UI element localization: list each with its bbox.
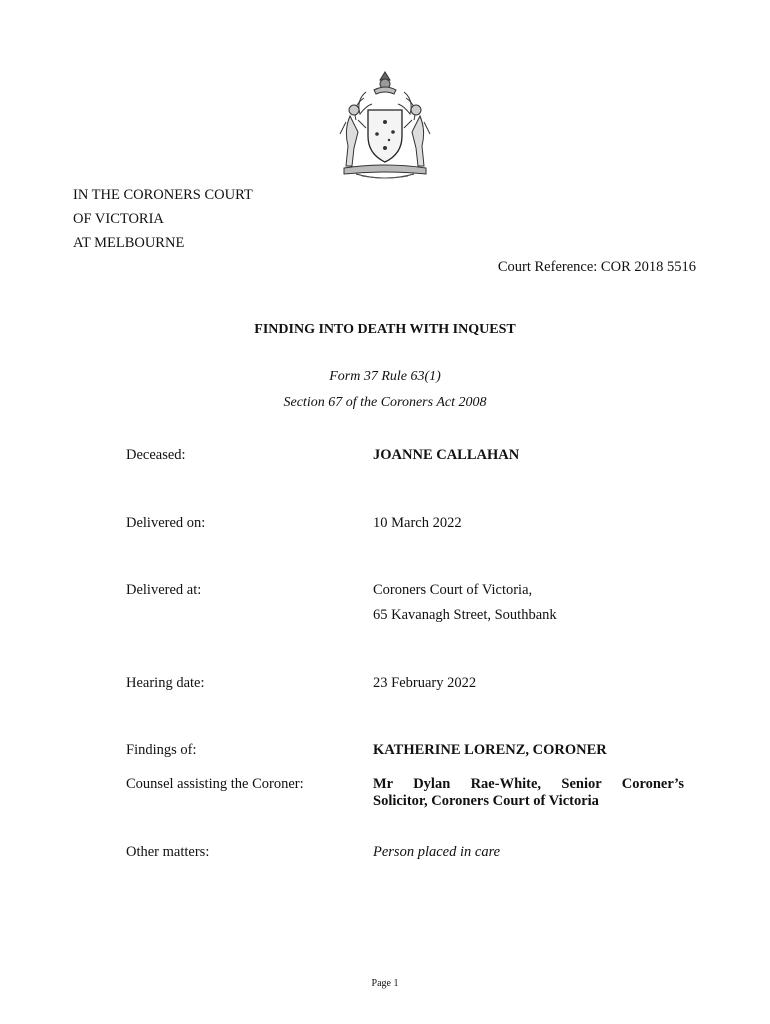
hearing-date-value: 23 February 2022 — [373, 675, 477, 691]
coat-of-arms-icon — [336, 70, 434, 182]
delivered-at-value-line-1: Coroners Court of Victoria, — [373, 582, 533, 598]
page-number: Page 1 — [371, 978, 399, 989]
court-name-line-2: OF VICTORIA — [73, 211, 164, 227]
other-matters-label: Other matters: — [126, 844, 210, 860]
counsel-assisting-value — [373, 776, 684, 810]
form-rule-subtitle: Form 37 Rule 63(1) — [329, 369, 441, 384]
court-name-line-1: IN THE CORONERS COURT — [73, 187, 253, 203]
findings-of-value: KATHERINE LORENZ, CORONER — [373, 742, 607, 758]
delivered-at-label: Delivered at: — [126, 582, 202, 598]
findings-of-label: Findings of: — [126, 742, 197, 758]
court-reference: Court Reference: COR 2018 5516 — [497, 259, 696, 275]
hearing-date-label: Hearing date: — [126, 675, 205, 691]
other-matters-value: Person placed in care — [373, 844, 501, 860]
deceased-value: JOANNE CALLAHAN — [373, 447, 520, 463]
act-section-subtitle: Section 67 of the Coroners Act 2008 — [283, 395, 487, 410]
counsel-assisting-value-line-1: Mr Dylan Rae-White, Senior Coroner’s — [373, 776, 684, 792]
court-name-line-3: AT MELBOURNE — [73, 235, 185, 251]
delivered-on-value: 10 March 2022 — [373, 515, 462, 531]
document-title: FINDING INTO DEATH WITH INQUEST — [254, 322, 516, 337]
deceased-label: Deceased: — [126, 447, 186, 463]
delivered-at-value-line-2: 65 Kavanagh Street, Southbank — [373, 607, 557, 623]
counsel-assisting-label: Counsel assisting the Coroner: — [126, 776, 304, 792]
delivered-on-label: Delivered on: — [126, 515, 206, 531]
counsel-assisting-value-line-2: Solicitor, Coroners Court of Victoria — [373, 793, 599, 809]
